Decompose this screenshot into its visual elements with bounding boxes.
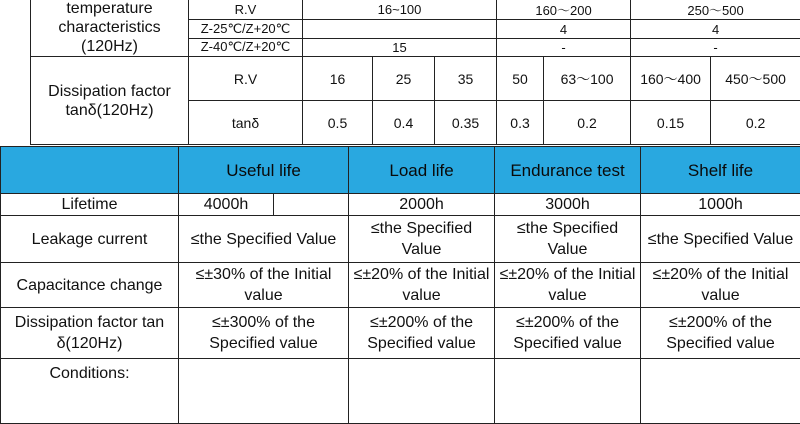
header-load-life: Load life xyxy=(349,147,495,194)
capacitance-label: Capacitance change xyxy=(1,263,179,308)
leakage-endurance: ≤the Specified Value xyxy=(495,216,641,263)
table-row xyxy=(1,216,800,263)
life-table xyxy=(0,146,800,424)
capacitance-load: ≤±20% of the Initial value xyxy=(349,263,495,308)
conditions-label: Conditions: xyxy=(1,359,179,424)
tan-value-1: 0.5 xyxy=(303,101,373,145)
lifetime-useful: 4000h xyxy=(179,194,274,216)
rv-value-3: 35 xyxy=(435,57,497,101)
leakage-shelf: ≤the Specified Value xyxy=(641,216,800,263)
rv-value-6: 160～400 xyxy=(631,57,711,101)
rv-value-1: 16 xyxy=(303,57,373,101)
conditions-shelf xyxy=(641,359,800,424)
temp-rv-range-1: 16~100 xyxy=(303,0,497,20)
tan-value-7: 0.2 xyxy=(711,101,800,145)
conditions-load xyxy=(349,359,495,424)
life-table-header-row xyxy=(1,147,800,194)
dissipation-change-label: Dissipation factor tan δ(120Hz) xyxy=(1,308,179,359)
header-useful-life: Useful life xyxy=(179,147,349,194)
tan-value-2: 0.4 xyxy=(373,101,435,145)
dissipation-shelf: ≤±200% of the Specified value xyxy=(641,308,800,359)
conditions-useful xyxy=(179,359,349,424)
temp-z25-value-2: 4 xyxy=(497,20,631,38)
tan-value-5: 0.2 xyxy=(544,101,631,145)
tan-value-4: 0.3 xyxy=(497,101,544,145)
tan-value-3: 0.35 xyxy=(435,101,497,145)
lifetime-load: 2000h xyxy=(349,194,495,216)
rv-value-7: 450～500 xyxy=(711,57,800,101)
table-row xyxy=(1,263,800,308)
table-row xyxy=(1,308,800,359)
temp-z25-value-1 xyxy=(303,20,497,38)
capacitance-shelf: ≤±20% of the Initial value xyxy=(641,263,800,308)
temp-rv-range-3: 250～500 xyxy=(631,0,800,20)
rv-value-4: 50 xyxy=(497,57,544,101)
lifetime-shelf: 1000h xyxy=(641,194,800,216)
temp-z40-value-1: 15 xyxy=(303,38,497,56)
dissipation-useful: ≤±300% of the Specified value xyxy=(179,308,349,359)
tan-label: tanδ xyxy=(189,101,303,145)
temp-z40-value-2: - xyxy=(497,38,631,56)
temp-rv-label: R.V xyxy=(189,0,303,20)
temp-condition-z25: Z-25℃/Z+20℃ xyxy=(189,20,303,38)
rv-value-5: 63～100 xyxy=(544,57,631,101)
temp-condition-z40: Z-40℃/Z+20℃ xyxy=(189,38,303,56)
dissipation-rv-label: R.V xyxy=(189,57,303,101)
table-row xyxy=(1,194,800,216)
header-blank xyxy=(1,147,179,194)
header-endurance-test: Endurance test xyxy=(495,147,641,194)
lifetime-useful-blank xyxy=(274,194,349,216)
leakage-label: Leakage current xyxy=(1,216,179,263)
header-shelf-life: Shelf life xyxy=(641,147,800,194)
table-row xyxy=(1,359,800,424)
dissipation-label: Dissipation factor tanδ(120Hz) xyxy=(31,57,189,145)
conditions-endurance xyxy=(495,359,641,424)
capacitance-endurance: ≤±20% of the Initial value xyxy=(495,263,641,308)
tan-value-6: 0.15 xyxy=(631,101,711,145)
dissipation-endurance: ≤±200% of the Specified value xyxy=(495,308,641,359)
leakage-load: ≤the Specified Value xyxy=(349,216,495,263)
capacitance-useful: ≤±30% of the Initial value xyxy=(179,263,349,308)
lifetime-label: Lifetime xyxy=(1,194,179,216)
temp-rv-range-2: 160～200 xyxy=(497,0,631,20)
temp-z40-value-3: - xyxy=(631,38,800,56)
dissipation-load: ≤±200% of the Specified value xyxy=(349,308,495,359)
leakage-useful: ≤the Specified Value xyxy=(179,216,349,263)
rv-value-2: 25 xyxy=(373,57,435,101)
temp-z25-value-3: 4 xyxy=(631,20,800,38)
lifetime-endurance: 3000h xyxy=(495,194,641,216)
spec-table-characteristics xyxy=(30,0,800,145)
temp-char-label: temperature characteristics (120Hz) xyxy=(31,0,189,57)
